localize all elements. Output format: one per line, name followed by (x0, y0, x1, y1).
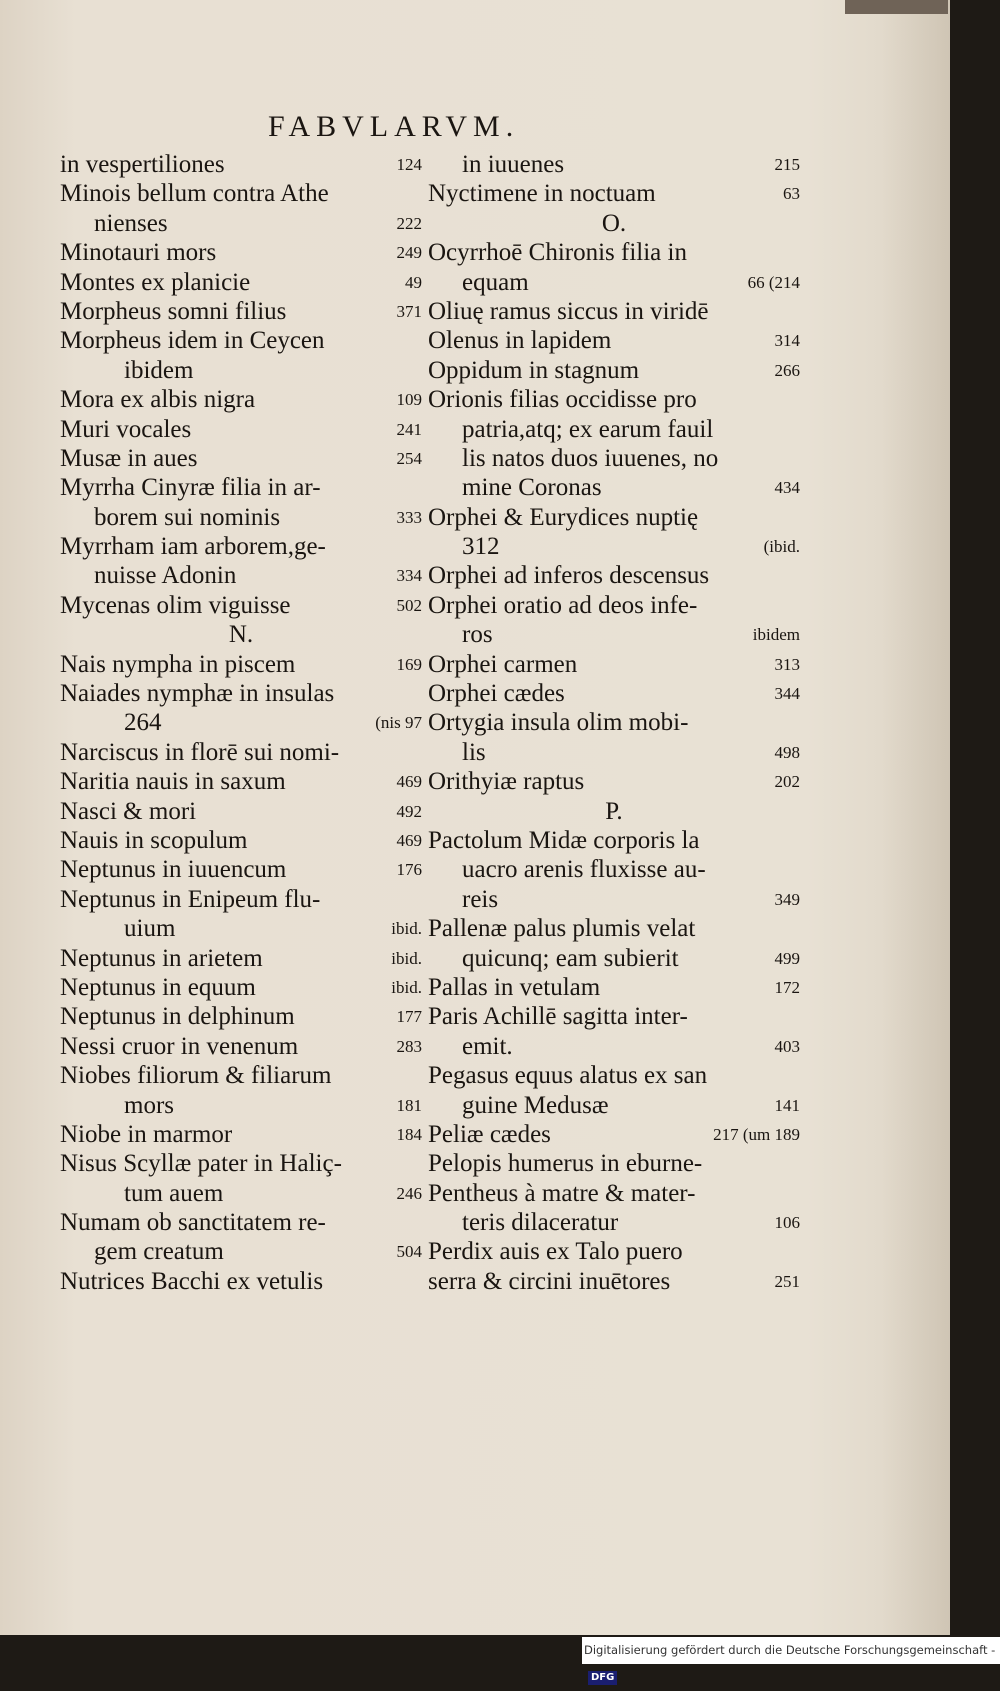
index-entry-text: mine Coronas (462, 474, 602, 502)
index-entry-page-number: ibid. (391, 919, 422, 939)
index-entry-page-number: 215 (774, 155, 800, 174)
index-entry-page-number: 254 (396, 448, 422, 468)
index-entry (428, 944, 800, 973)
index-entry (60, 855, 422, 884)
index-entry-text: equam (462, 268, 529, 296)
index-entry-text: Pactolum Midæ corporis la (428, 826, 700, 854)
index-entry-page-number: 349 (774, 889, 800, 909)
index-entry-text: Neptunus in Enipeum flu- (60, 885, 321, 913)
index-entry (428, 326, 800, 355)
index-entry-text: nuisse Adonin (94, 562, 237, 590)
index-entry-text: Oppidum in stagnum (428, 356, 640, 384)
index-entry (60, 650, 422, 679)
index-entry (60, 415, 422, 444)
index-entry-text: borem sui nominis (94, 503, 281, 531)
index-entry-text: uacro arenis fluxisse au- (462, 856, 706, 884)
index-entry-text: Neptunus in equum (60, 973, 256, 1001)
index-entry (428, 532, 800, 561)
index-entry (428, 1032, 800, 1061)
index-entry (60, 914, 422, 943)
index-entry (60, 356, 422, 385)
index-entry (60, 1267, 422, 1296)
index-entry (60, 268, 422, 297)
index-entry (60, 179, 422, 208)
index-entry-page-number: ibidem (752, 625, 800, 645)
index-entry-page-number: 502 (396, 595, 422, 615)
index-entry-text: guine Medusæ (462, 1091, 609, 1119)
index-entry-page-number: 334 (396, 566, 422, 586)
index-entry (60, 503, 422, 532)
index-entry (60, 150, 422, 179)
index-entry (60, 797, 422, 826)
index-entry (428, 885, 800, 914)
index-entry-text: Orphei ad inferos descensus (428, 562, 710, 590)
index-entry (60, 826, 422, 855)
index-entry-text: Myrrha Cinyræ filia in ar- (60, 474, 321, 502)
index-entry-text: Pelopis humerus in eburne- (428, 1150, 703, 1178)
index-column-left (60, 150, 422, 1296)
index-entry (428, 150, 800, 179)
index-entry (428, 1091, 800, 1120)
index-entry-page-number: 498 (774, 742, 800, 762)
index-entry-text: P. (605, 797, 623, 825)
index-entry-page-number: 469 (396, 772, 422, 792)
index-column-right (428, 150, 800, 1296)
index-entry-text: Narciscus in florē sui nomi- (60, 738, 340, 766)
index-entry-text: ibidem (124, 356, 194, 384)
index-entry-page-number: 371 (396, 301, 422, 321)
index-entry-text: Nauis in scopulum (60, 826, 248, 854)
index-entry (428, 503, 800, 532)
index-entry (60, 209, 422, 238)
index-entry (428, 209, 800, 238)
index-entry-text: Muri vocales (60, 415, 192, 443)
index-entry-page-number: 172 (774, 977, 800, 997)
index-entry (60, 1179, 422, 1208)
index-entry-page-number: 184 (396, 1124, 422, 1144)
index-entry-text: N. (228, 621, 254, 649)
index-entry-text: Musæ in aues (60, 444, 198, 472)
index-entry-text: Olenus in lapidem (428, 327, 612, 355)
index-entry (60, 767, 422, 796)
index-entry (60, 620, 422, 649)
index-entry (60, 1120, 422, 1149)
index-entry-text: Nasci & mori (60, 797, 197, 825)
index-entry-page-number: 66 (214 (747, 272, 800, 292)
index-entry (428, 1208, 800, 1237)
index-entry (428, 1061, 800, 1090)
index-entry (60, 1208, 422, 1237)
index-entry (60, 326, 422, 355)
index-entry-text: Neptunus in delphinum (60, 1003, 295, 1031)
index-entry (60, 944, 422, 973)
index-entry-text: Naritia nauis in saxum (60, 768, 286, 796)
index-entry (428, 1149, 800, 1178)
index-entry-text: Neptunus in arietem (60, 944, 263, 972)
index-entry-page-number: 124 (396, 155, 422, 174)
index-entry-text: Montes ex planicie (60, 268, 251, 296)
index-entry (428, 385, 800, 414)
index-entry (428, 620, 800, 649)
index-entry (60, 1032, 422, 1061)
index-entry (428, 826, 800, 855)
index-entry (428, 415, 800, 444)
index-entry-page-number: 49 (405, 272, 422, 292)
index-entry (428, 1267, 800, 1296)
index-entry-text: tum auem (124, 1179, 224, 1207)
index-entry-text: reis (462, 885, 499, 913)
index-entry-text: Morpheus idem in Ceycen (60, 327, 325, 355)
index-entry (60, 1091, 422, 1120)
index-entry-page-number: 266 (774, 360, 800, 380)
index-entry-page-number: (ibid. (763, 537, 800, 557)
index-entry-page-number: 202 (774, 772, 800, 792)
index-entry (428, 268, 800, 297)
index-entry-text: Pallas in vetulam (428, 973, 601, 1001)
index-entry-page-number: 181 (396, 1095, 422, 1115)
index-entry-text: serra & circini inuētores (428, 1267, 671, 1295)
index-entry (428, 1237, 800, 1266)
index-entry-text: Nutrices Bacchi ex vetulis (60, 1267, 324, 1295)
index-entry-page-number: 504 (396, 1242, 422, 1262)
index-entry (428, 797, 800, 826)
index-entry (428, 767, 800, 796)
index-entry (428, 679, 800, 708)
index-entry (60, 679, 422, 708)
index-entry-text: emit. (462, 1032, 513, 1060)
index-entry-page-number: 434 (774, 478, 800, 498)
index-entry-text: Nais nympha in piscem (60, 650, 296, 678)
index-entry (60, 561, 422, 590)
index-entry (60, 473, 422, 502)
index-entry (428, 591, 800, 620)
index-entry-text: Ocyrrhoē Chironis filia in (428, 239, 687, 267)
index-entry-text: Mycenas olim viguisse (60, 591, 291, 619)
index-entry-text: teris dilaceratur (462, 1209, 619, 1237)
index-entry-page-number: 492 (396, 801, 422, 821)
index-entry-page-number: 222 (396, 213, 422, 233)
index-entry-text: mors (124, 1091, 174, 1119)
index-entry-page-number: 314 (774, 331, 800, 351)
index-entry (60, 591, 422, 620)
index-entry (428, 444, 800, 473)
index-entry-text: Nessi cruor in venenum (60, 1032, 299, 1060)
index-entry-page-number: 217 (um 189 (713, 1124, 800, 1144)
index-entry (428, 561, 800, 590)
index-entry-text: Nyctimene in noctuam (428, 180, 656, 208)
page-edge-shadow (880, 0, 948, 1635)
index-entry-page-number: 469 (396, 830, 422, 850)
index-entry-page-number: 249 (396, 243, 422, 263)
index-entry (428, 1002, 800, 1031)
index-entry-page-number: 313 (774, 654, 800, 674)
index-entry-page-number: ibid. (391, 948, 422, 968)
index-entry-text: Naiades nymphæ in insulas (60, 680, 335, 708)
index-entry-text: Niobes filiorum & filiarum (60, 1062, 332, 1090)
index-entry-text: Minotauri mors (60, 239, 217, 267)
index-entry (428, 356, 800, 385)
index-entry-text: Morpheus somni filius (60, 297, 287, 325)
index-entry (60, 385, 422, 414)
index-entry (60, 238, 422, 267)
index-entry (428, 473, 800, 502)
index-entry-page-number: 241 (396, 419, 422, 439)
index-entry-text: Orphei oratio ad deos infe- (428, 591, 698, 619)
index-entry-text: in vespertiliones (60, 151, 225, 178)
index-entry (428, 708, 800, 737)
index-entry (428, 179, 800, 208)
index-entry-page-number: 499 (774, 948, 800, 968)
index-entry-text: lis (462, 738, 486, 766)
index-entry-text: quicunq; eam subierit (462, 944, 679, 972)
index-entry (428, 738, 800, 767)
index-entry (428, 1179, 800, 1208)
index-entry-text: nienses (94, 209, 168, 237)
index-entry-text: ros (462, 621, 493, 649)
index-entry-page-number: 169 (396, 654, 422, 674)
index-entry-text: Oliuę ramus siccus in viridē (428, 297, 709, 325)
index-entry (60, 444, 422, 473)
index-entry-page-number: 141 (774, 1095, 800, 1115)
index-entry-text: Orphei carmen (428, 650, 578, 678)
index-entry (428, 914, 800, 943)
index-entry-text: Pegasus equus alatus ex san (428, 1062, 708, 1090)
index-entry-text: Neptunus in iuuencum (60, 856, 287, 884)
index-entry-page-number: 177 (396, 1007, 422, 1027)
index-entry-page-number: (nis 97 (375, 713, 422, 733)
index-entry-page-number: 176 (396, 860, 422, 880)
index-entry-text: Niobe in marmor (60, 1120, 233, 1148)
index-entry (60, 297, 422, 326)
index-entry-page-number: ibid. (391, 977, 422, 997)
index-entry-text: Paris Achillē sagitta inter- (428, 1003, 688, 1031)
index-entry (428, 855, 800, 884)
index-entry-text: O. (601, 209, 627, 237)
index-entry-text: patria,atq; ex earum fauil (462, 415, 714, 443)
index-entry (60, 1002, 422, 1031)
index-entry-page-number: 246 (396, 1183, 422, 1203)
index-entry (60, 708, 422, 737)
index-entry (428, 650, 800, 679)
index-entry (60, 532, 422, 561)
index-entry-page-number: 251 (774, 1271, 800, 1291)
index-entry (60, 1237, 422, 1266)
digitization-footer (582, 1637, 1000, 1683)
index-entry-page-number: 333 (396, 507, 422, 527)
index-entry-text: Pentheus à matre & mater- (428, 1179, 696, 1207)
index-entry (60, 738, 422, 767)
index-entry-text: gem creatum (94, 1238, 224, 1266)
index-entry-text: uium (124, 915, 176, 943)
index-entry-text: Minois bellum contra Athe (60, 180, 329, 208)
index-entry-page-number: 403 (774, 1036, 800, 1056)
index-entry-text: Nisus Scyllæ pater in Haliç- (60, 1150, 342, 1178)
running-head: FABVLARVM. (268, 110, 520, 143)
dfg-logo: DFG (588, 1671, 617, 1685)
index-entry-page-number: 63 (783, 184, 800, 204)
index-entry-text: Orphei & Eurydices nuptię (428, 503, 699, 531)
index-entry-page-number: 344 (774, 684, 800, 704)
index-entry-text: Orithyiæ raptus (428, 768, 585, 796)
index-entry (60, 1061, 422, 1090)
index-entry-text: 264 (124, 709, 162, 737)
index-entry-text: lis natos duos iuuenes, no (462, 444, 719, 472)
index-entry-text: in iuuenes (462, 151, 565, 178)
index-entry-text: Orionis filias occidisse pro (428, 386, 697, 414)
index-entry-page-number: 283 (396, 1036, 422, 1056)
index-entry (60, 1149, 422, 1178)
index-entry-page-number: 106 (774, 1213, 800, 1233)
index-entry-text: Ortygia insula olim mobi- (428, 709, 689, 737)
index-entry-text: Pallenæ palus plumis velat (428, 915, 696, 943)
footer-text: Digitalisierung gefördert durch die Deutsche Forschungsgemeinschaft - (584, 1643, 996, 1657)
index-entry (428, 973, 800, 1002)
index-entry (428, 238, 800, 267)
index-entry-text: Mora ex albis nigra (60, 386, 256, 414)
index-entry-text: Numam ob sanctitatem re- (60, 1209, 326, 1237)
index-entry-text: 312 (462, 533, 500, 561)
index-entry (428, 1120, 800, 1149)
index-entry-page-number: 109 (396, 390, 422, 410)
index-entry (60, 973, 422, 1002)
index-entry-text: Peliæ cædes (428, 1120, 551, 1148)
index-entry (428, 297, 800, 326)
index-entry (60, 885, 422, 914)
page-top-edge (845, 0, 948, 14)
index-entry-text: Perdix auis ex Talo puero (428, 1238, 683, 1266)
index-entry-text: Myrrham iam arborem,ge- (60, 533, 326, 561)
index-entry-text: Orphei cædes (428, 680, 565, 708)
